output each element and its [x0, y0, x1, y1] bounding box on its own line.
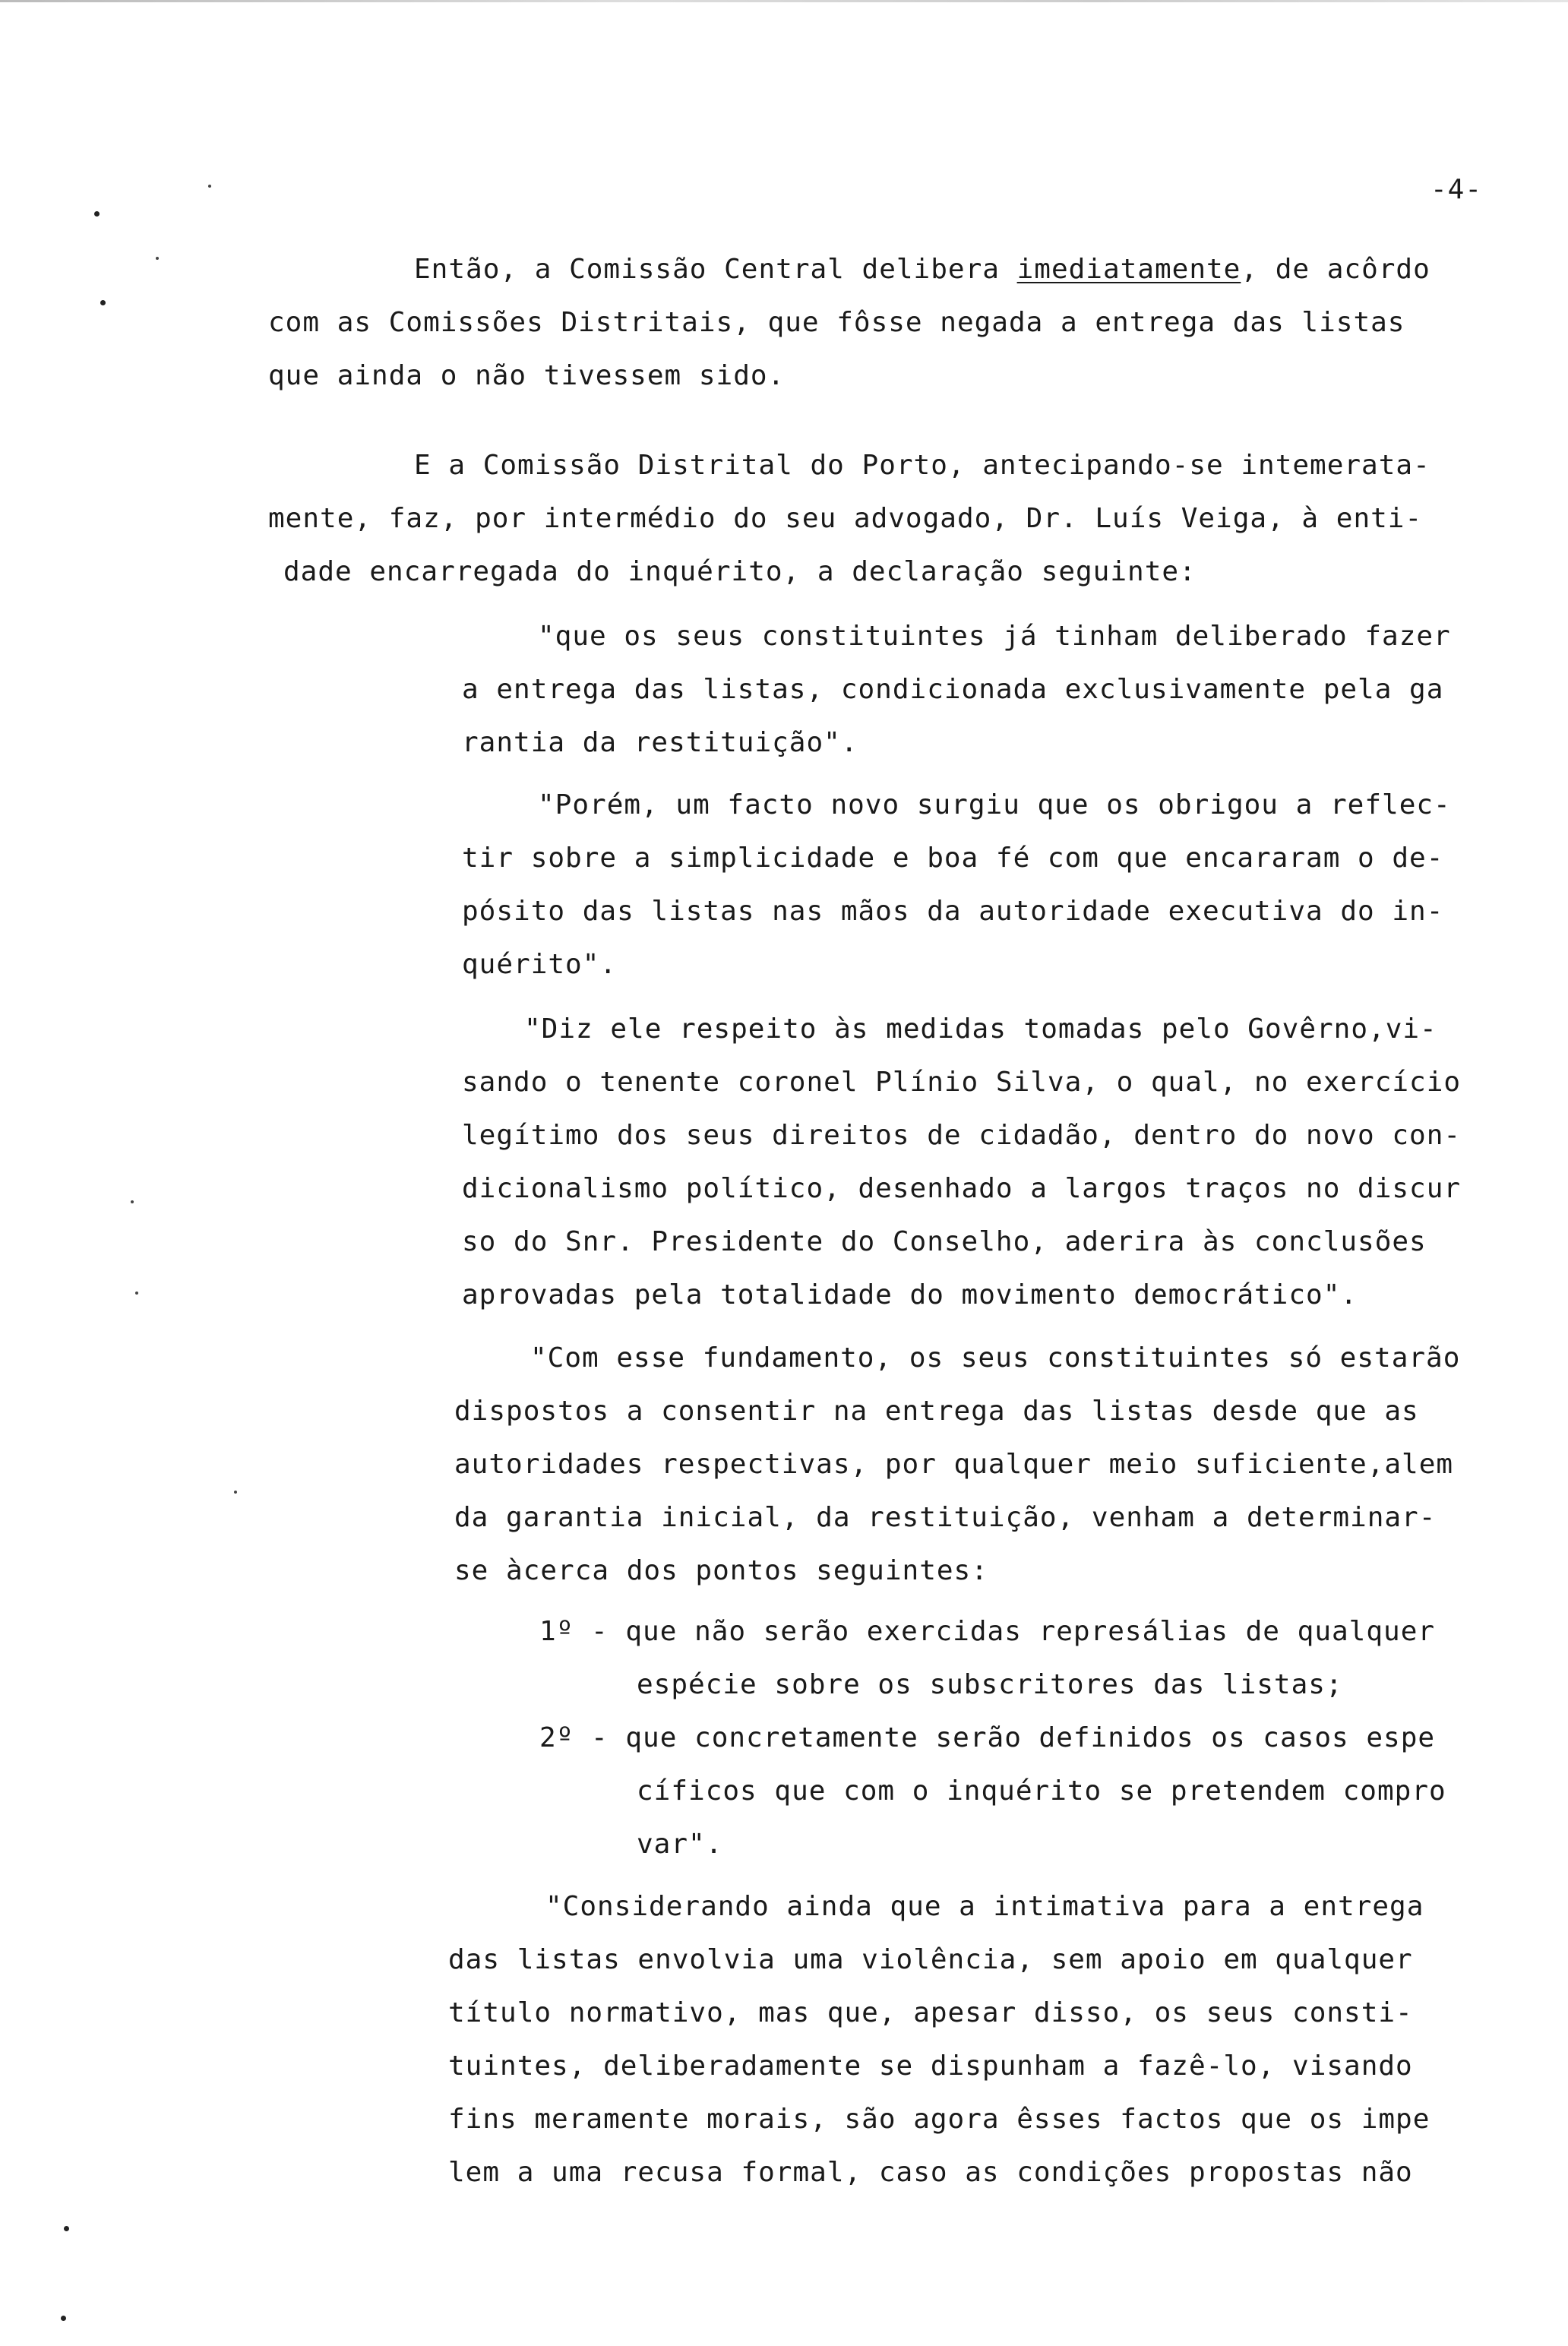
- underlined-word: imediatamente: [1016, 254, 1241, 285]
- margin-speck: [234, 1491, 237, 1494]
- quote-1-line-1: "que os seus constituintes já tinham deliberado fazer: [538, 621, 1451, 652]
- quote-3-line-2: sando o tenente coronel Plínio Silva, o qual, no exercício: [462, 1067, 1462, 1098]
- item-2-line-1: 2º - que concretamente serão definidos os casos espe: [539, 1722, 1436, 1753]
- quote-5-line-3: título normativo, mas que, apesar disso, os seus consti-: [448, 1997, 1413, 2028]
- item-2-line-3: var".: [637, 1829, 723, 1860]
- paragraph-2-line-3: dade encarregada do inquérito, a declaração seguinte:: [283, 556, 1197, 587]
- quote-2-line-1: "Porém, um facto novo surgiu que os obrigou a reflec-: [538, 789, 1451, 820]
- quote-3-line-5: so do Snr. Presidente do Conselho, aderira às conclusões: [462, 1226, 1427, 1257]
- margin-speck: [131, 1200, 134, 1203]
- item-2-line-2: cíficos que com o inquérito se pretendem compro: [637, 1775, 1446, 1807]
- quote-3-line-4: dicionalismo político, desenhado a largos traços no discur: [462, 1173, 1462, 1204]
- quote-4-line-4: da garantia inicial, da restituição, venham a determinar-: [454, 1502, 1437, 1533]
- quote-5-line-6: lem a uma recusa formal, caso as condições propostas não: [448, 2157, 1413, 2188]
- page-top-edge: [0, 0, 1568, 2]
- margin-speck: [94, 211, 100, 217]
- paragraph-1-line-3: que ainda o não tivessem sido.: [268, 360, 786, 391]
- item-1-line-2: espécie sobre os subscritores das listas;: [637, 1669, 1343, 1700]
- margin-speck: [135, 1292, 138, 1295]
- quote-2-line-3: pósito das listas nas mãos da autoridade executiva do in-: [462, 896, 1444, 927]
- margin-speck: [61, 2316, 66, 2321]
- margin-speck: [156, 257, 159, 260]
- quote-1-line-3: rantia da restituição".: [462, 727, 858, 758]
- quote-4-line-3: autoridades respectivas, por qualquer meio suficiente,alem: [454, 1449, 1454, 1480]
- text-span: Então, a Comissão Central delibera: [414, 254, 1017, 285]
- text-span: , de acôrdo: [1241, 254, 1430, 285]
- quote-3-line-6: aprovadas pela totalidade do movimento democrático".: [462, 1279, 1358, 1311]
- quote-2-line-4: quérito".: [462, 949, 618, 980]
- page-number: -4-: [1430, 174, 1483, 205]
- quote-2-line-2: tir sobre a simplicidade e boa fé com que encararam o de-: [462, 843, 1444, 874]
- quote-4-line-2: dispostos a consentir na entrega das listas desde que as: [454, 1396, 1419, 1427]
- paragraph-2-line-2: mente, faz, por intermédio do seu advogado, Dr. Luís Veiga, à enti-: [268, 503, 1423, 534]
- margin-speck: [64, 2226, 69, 2231]
- paragraph-2-line-1: E a Comissão Distrital do Porto, antecipando-se intemerata-: [414, 450, 1430, 481]
- margin-speck: [208, 185, 211, 188]
- quote-5-line-2: das listas envolvia uma violência, sem apoio em qualquer: [448, 1944, 1413, 1975]
- item-1-line-1: 1º - que não serão exercidas represálias de qualquer: [539, 1616, 1436, 1647]
- quote-4-line-1: "Com esse fundamento, os seus constituintes só estarão: [530, 1342, 1461, 1374]
- quote-3-line-3: legítimo dos seus direitos de cidadão, dentro do novo con-: [462, 1120, 1462, 1151]
- quote-3-line-1: "Diz ele respeito às medidas tomadas pelo Govêrno,vi-: [524, 1013, 1437, 1045]
- quote-4-line-5: se àcerca dos pontos seguintes:: [454, 1555, 988, 1586]
- quote-5-line-5: fins meramente morais, são agora êsses factos que os impe: [448, 2104, 1430, 2135]
- quote-1-line-2: a entrega das listas, condicionada exclusivamente pela ga: [462, 674, 1444, 705]
- paragraph-1-line-1: [414, 255, 1430, 285]
- quote-5-line-1: "Considerando ainda que a intimativa para a entrega: [545, 1891, 1424, 1922]
- margin-speck: [100, 300, 106, 305]
- paragraph-1-line-2: com as Comissões Distritais, que fôsse negada a entrega das listas: [268, 307, 1405, 338]
- quote-5-line-4: tuintes, deliberadamente se dispunham a fazê-lo, visando: [448, 2050, 1413, 2082]
